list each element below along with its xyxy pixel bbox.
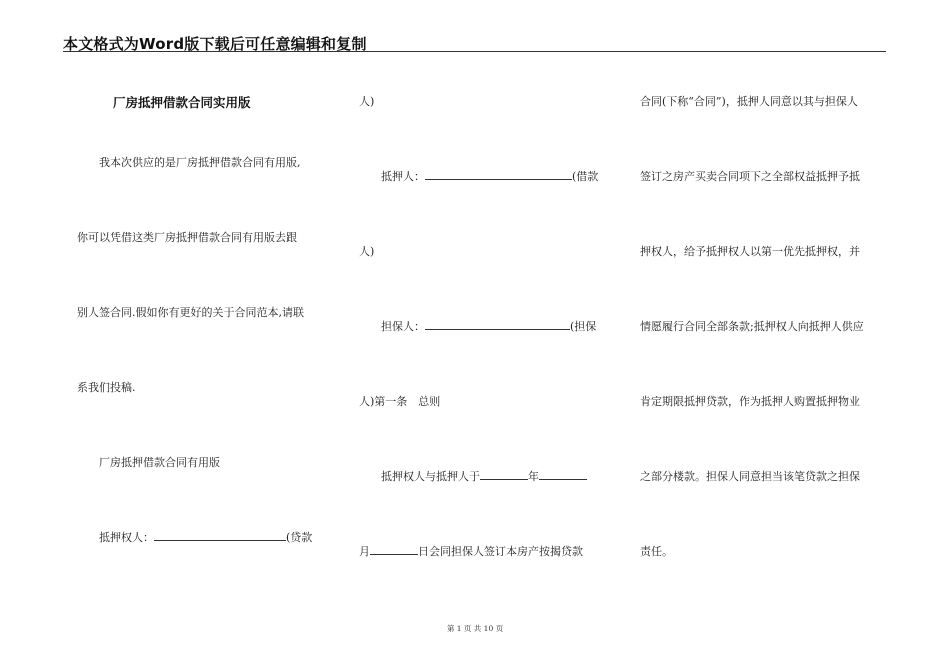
signing-date-line-2 bbox=[359, 543, 583, 559]
page-number: 第 1 页 共 10 页 bbox=[446, 624, 504, 633]
signing-date-text-d: 日会同担保人签订本房产按揭贷款 bbox=[418, 545, 583, 558]
signing-date-line bbox=[381, 468, 587, 484]
right-line-1: 合同(下称“合同”)，抵押人同意以其与担保人 bbox=[640, 95, 858, 108]
right-line-2: 签订之房产买卖合同项下之全部权益抵押予抵 bbox=[640, 170, 860, 183]
header-divider bbox=[63, 51, 886, 52]
right-line-7: 责任。 bbox=[640, 545, 673, 558]
intro-line-3: 别人签合同.假如你有更好的关于合同范本,请联 bbox=[77, 306, 304, 319]
signing-date-text-b: 年 bbox=[528, 470, 539, 483]
mortgagor-label: 抵押人： bbox=[381, 170, 425, 183]
middle-line-3: 人) bbox=[359, 245, 375, 258]
mortgagee-suffix: (贷款 bbox=[286, 531, 313, 544]
signing-date-text-c: 月 bbox=[359, 545, 370, 558]
year-blank bbox=[480, 470, 528, 480]
intro-line-1: 我本次供应的是厂房抵押借款合同有用版, bbox=[99, 156, 301, 169]
mortgagor-suffix: (借款 bbox=[572, 170, 599, 183]
mortgagee-line bbox=[99, 529, 312, 545]
guarantor-line bbox=[381, 318, 596, 334]
intro-line-2: 你可以凭借这类厂房抵押借款合同有用版去跟 bbox=[77, 231, 297, 244]
right-line-6: 之部分楼款。担保人同意担当该笔贷款之担保 bbox=[640, 470, 860, 483]
guarantor-suffix: (担保 bbox=[570, 320, 597, 333]
article-one-heading: 人)第一条 总则 bbox=[359, 395, 441, 408]
document-banner: 本文格式为Word版下载后可任意编辑和复制 bbox=[63, 35, 367, 53]
guarantor-label: 担保人： bbox=[381, 320, 425, 333]
middle-line-1: 人) bbox=[359, 95, 375, 108]
guarantor-blank bbox=[425, 320, 570, 330]
contract-subtitle: 厂房抵押借款合同有用版 bbox=[99, 456, 220, 469]
document-title: 厂房抵押借款合同实用版 bbox=[113, 95, 251, 110]
mortgagor-blank bbox=[425, 170, 572, 180]
right-line-3: 押权人，给予抵押权人以第一优先抵押权，并 bbox=[640, 245, 860, 258]
right-line-4: 情愿履行合同全部条款;抵押权人向抵押人供应 bbox=[640, 320, 864, 333]
signing-date-text-a: 抵押权人与抵押人于 bbox=[381, 470, 480, 483]
intro-line-4: 系我们投稿. bbox=[77, 381, 136, 394]
day-blank bbox=[370, 545, 418, 555]
mortgagee-blank bbox=[154, 531, 286, 541]
mortgagee-label: 抵押权人： bbox=[99, 531, 154, 544]
mortgagor-line bbox=[381, 168, 598, 184]
month-blank bbox=[539, 470, 587, 480]
right-line-5: 肯定期限抵押贷款，作为抵押人购置抵押物业 bbox=[640, 395, 860, 408]
